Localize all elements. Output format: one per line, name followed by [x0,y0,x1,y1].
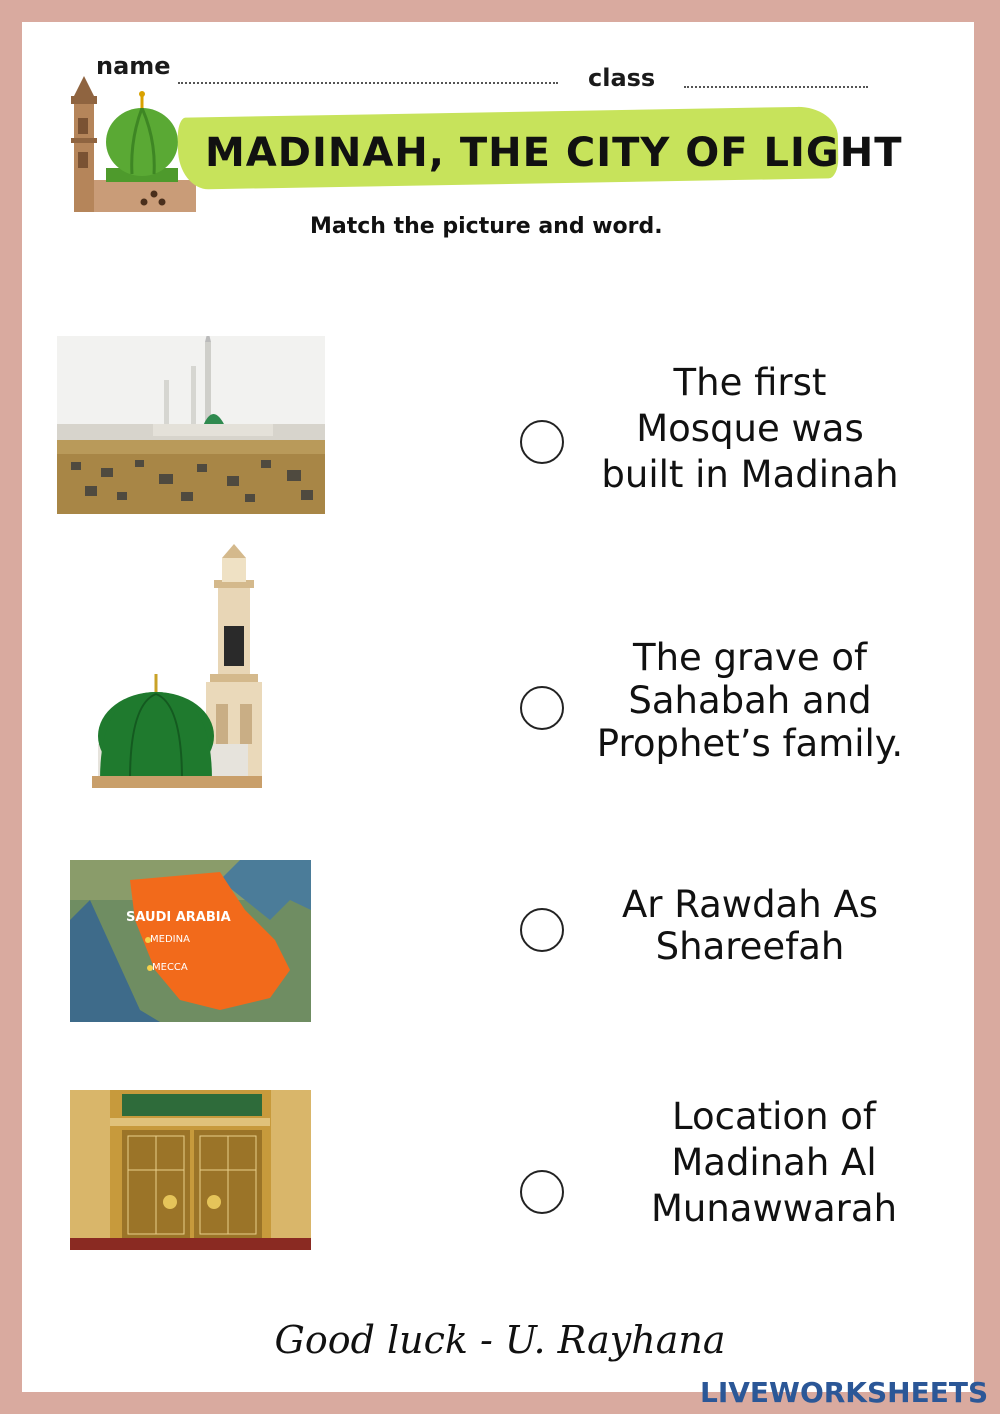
class-field[interactable] [684,86,868,88]
map-title: SAUDI ARABIA [126,910,231,925]
signature-text: Good luck - U. Rayhana [274,1318,726,1362]
picture-rawdah[interactable] [70,1090,311,1250]
phrase-2[interactable] [580,636,920,765]
class-label: class [588,64,656,92]
saudi-map-image [70,860,311,1022]
phrase-4-line: Madinah Al [671,1141,877,1184]
answer-circle-1[interactable] [520,420,564,464]
phrase-2-line: Prophet’s family. [596,722,904,765]
green-dome-image [90,544,270,790]
phrase-4-line: Munawwarah [650,1187,898,1230]
name-label: name [96,52,171,80]
phrase-2-line: The grave of [632,636,868,679]
map-city-medina: MEDINA [150,934,190,945]
graveyard-image [57,336,325,514]
answer-circle-3[interactable] [520,908,564,952]
answer-circle-4[interactable] [520,1170,564,1214]
picture-green-dome[interactable] [90,544,270,790]
picture-graveyard[interactable] [57,336,325,514]
phrase-3-line: Shareefah [655,925,845,968]
phrase-1-line: built in Madinah [601,453,899,496]
phrase-1-line: The first [673,361,827,404]
map-city-mecca: MECCA [152,962,188,973]
answer-circle-2[interactable] [520,686,564,730]
phrase-2-line: Sahabah and [628,679,872,722]
liveworksheets-logo[interactable]: LIVEWORKSHEETS [700,1376,989,1409]
phrase-4[interactable] [604,1094,944,1232]
phrase-3-line: Ar Rawdah As [621,883,879,926]
phrase-1[interactable] [580,360,920,498]
instruction-text: Match the picture and word. [310,214,663,239]
page-title: MADINAH, THE CITY OF LIGHT [205,130,903,176]
phrase-3[interactable] [580,884,920,968]
picture-map[interactable] [70,860,311,1022]
phrase-1-line: Mosque was [636,407,864,450]
phrase-4-line: Location of [672,1095,876,1138]
name-field[interactable] [178,82,558,84]
rawdah-gate-image [70,1090,311,1250]
